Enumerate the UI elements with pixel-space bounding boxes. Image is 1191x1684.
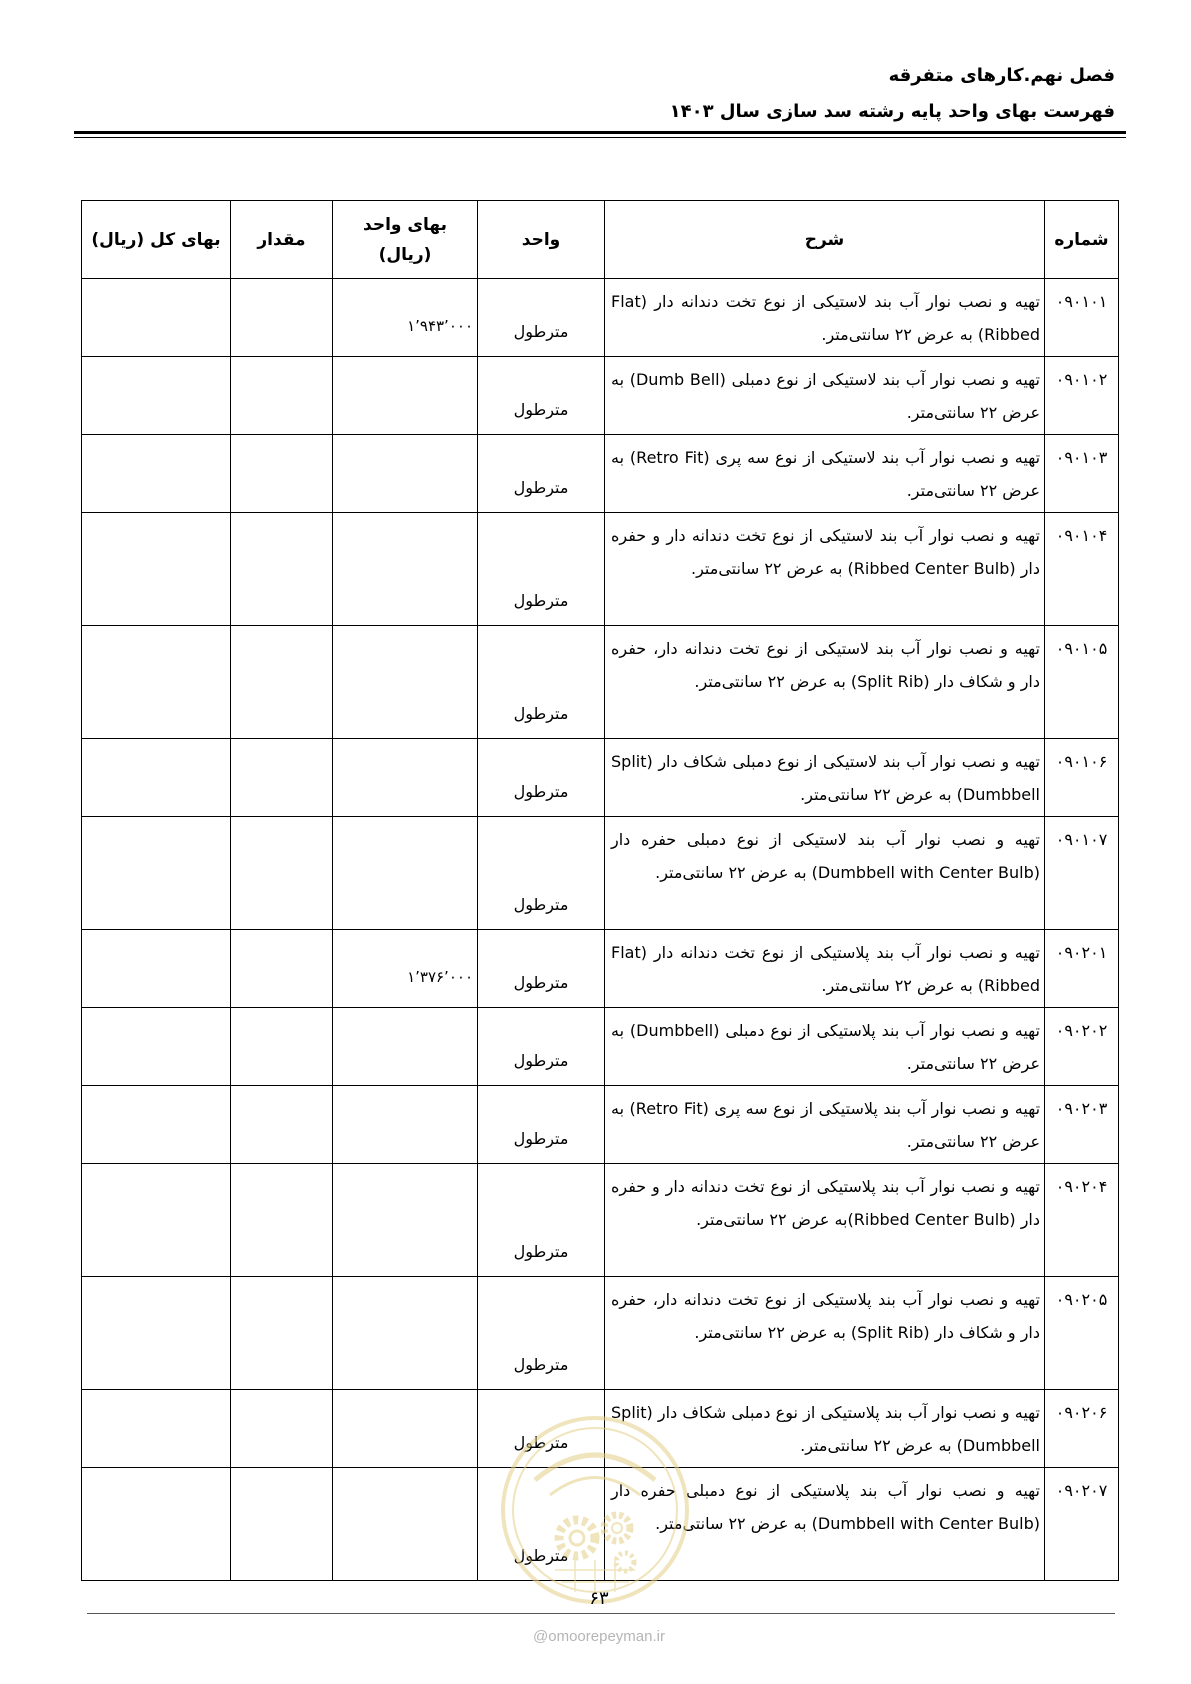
- row-unit-price: [333, 739, 478, 817]
- row-description: تهیه و نصب نوار آب بند پلاستیکی از نوع تخت دندانه دار، حفره دار و شکاف دار (Split Rib) به عرض ۲۲ سانتی‌متر.: [605, 1277, 1045, 1390]
- row-code: ۰۹۰۲۰۵: [1045, 1277, 1119, 1390]
- header-rule-thick: [74, 131, 1126, 134]
- row-unit: مترطول: [478, 435, 605, 513]
- row-total-price: [82, 1390, 231, 1468]
- row-unit: مترطول: [478, 1164, 605, 1277]
- row-total-price: [82, 1468, 231, 1581]
- row-unit: مترطول: [478, 513, 605, 626]
- row-unit-price: ۱٬۹۴۳٬۰۰۰: [333, 279, 478, 357]
- row-total-price: [82, 1277, 231, 1390]
- row-quantity: [231, 817, 333, 930]
- row-unit: مترطول: [478, 1086, 605, 1164]
- page-number: ۶۳: [589, 1588, 609, 1609]
- table-row: [82, 739, 1119, 817]
- row-unit: مترطول: [478, 1277, 605, 1390]
- row-description: تهیه و نصب نوار آب بند پلاستیکی از نوع دمبلی حفره دار (Dumbbell with Center Bulb) به عرض ۲۲ سانتی‌متر.: [605, 1468, 1045, 1581]
- row-quantity: [231, 435, 333, 513]
- row-description: تهیه و نصب نوار آب بند پلاستیکی از نوع تخت دندانه دار و حفره دار (Ribbed Center Bulb)به عرض ۲۲ سانتی‌متر.: [605, 1164, 1045, 1277]
- row-unit-price: [333, 1390, 478, 1468]
- table-row: [82, 1468, 1119, 1581]
- row-code: ۰۹۰۱۰۶: [1045, 739, 1119, 817]
- table-row: [82, 513, 1119, 626]
- row-unit-price: [333, 435, 478, 513]
- row-unit-price: [333, 817, 478, 930]
- row-description: تهیه و نصب نوار آب بند پلاستیکی از نوع دمبلی (Dumbbell) به عرض ۲۲ سانتی‌متر.: [605, 1008, 1045, 1086]
- row-quantity: [231, 1390, 333, 1468]
- row-unit: مترطول: [478, 817, 605, 930]
- row-unit: مترطول: [478, 1468, 605, 1581]
- row-total-price: [82, 1008, 231, 1086]
- price-list-title: فهرست بهای واحد پایه رشته سد سازی سال ۱۴۰۳: [669, 101, 1115, 122]
- row-code: ۰۹۰۲۰۷: [1045, 1468, 1119, 1581]
- table-row: [82, 626, 1119, 739]
- row-code: ۰۹۰۱۰۳: [1045, 435, 1119, 513]
- row-quantity: [231, 1277, 333, 1390]
- row-code: ۰۹۰۲۰۶: [1045, 1390, 1119, 1468]
- header-rule-thin: [74, 137, 1126, 138]
- row-total-price: [82, 279, 231, 357]
- row-description: تهیه و نصب نوار آب بند لاستیکی از نوع تخت دندانه دار، حفره دار و شکاف دار (Split Rib) به عرض ۲۲ سانتی‌متر.: [605, 626, 1045, 739]
- row-unit: مترطول: [478, 930, 605, 1008]
- chapter-title: فصل نهم.کارهای متفرقه: [888, 65, 1115, 86]
- website-watermark: @omoorepeyman.ir: [533, 1628, 665, 1645]
- col-header-code: شماره: [1045, 201, 1119, 279]
- row-quantity: [231, 513, 333, 626]
- table-row: [82, 930, 1119, 1008]
- table-row: [82, 817, 1119, 930]
- table-row: [82, 1008, 1119, 1086]
- col-header-unit-price-currency: (ریال): [378, 244, 432, 265]
- table-row: [82, 1390, 1119, 1468]
- row-total-price: [82, 930, 231, 1008]
- row-total-price: [82, 357, 231, 435]
- row-quantity: [231, 357, 333, 435]
- row-code: ۰۹۰۲۰۴: [1045, 1164, 1119, 1277]
- row-unit-price: ۱٬۳۷۶٬۰۰۰: [333, 930, 478, 1008]
- footer-rule: [87, 1613, 1115, 1614]
- row-description: تهیه و نصب نوار آب بند لاستیکی از نوع دمبلی حفره دار (Dumbbell with Center Bulb) به عرض ۲۲ سانتی‌متر.: [605, 817, 1045, 930]
- table-row: [82, 279, 1119, 357]
- row-quantity: [231, 739, 333, 817]
- row-code: ۰۹۰۱۰۵: [1045, 626, 1119, 739]
- row-total-price: [82, 1086, 231, 1164]
- row-unit: مترطول: [478, 279, 605, 357]
- row-description: تهیه و نصب نوار آب بند پلاستیکی از نوع تخت دندانه دار (Flat Ribbed) به عرض ۲۲ سانتی‌متر.: [605, 930, 1045, 1008]
- row-total-price: [82, 817, 231, 930]
- row-quantity: [231, 1008, 333, 1086]
- row-description: تهیه و نصب نوار آب بند لاستیکی از نوع تخت دندانه دار (Flat Ribbed) به عرض ۲۲ سانتی‌متر.: [605, 279, 1045, 357]
- row-code: ۰۹۰۱۰۴: [1045, 513, 1119, 626]
- row-code: ۰۹۰۲۰۳: [1045, 1086, 1119, 1164]
- row-unit: مترطول: [478, 1008, 605, 1086]
- row-total-price: [82, 1164, 231, 1277]
- row-description: تهیه و نصب نوار آب بند پلاستیکی از نوع دمبلی شکاف دار (Split Dumbbell) به عرض ۲۲ سانتی‌متر.: [605, 1390, 1045, 1468]
- row-code: ۰۹۰۱۰۱: [1045, 279, 1119, 357]
- row-unit: مترطول: [478, 357, 605, 435]
- row-unit-price: [333, 1468, 478, 1581]
- row-quantity: [231, 930, 333, 1008]
- row-code: ۰۹۰۲۰۲: [1045, 1008, 1119, 1086]
- row-total-price: [82, 739, 231, 817]
- col-header-unit-price-label: بهای واحد: [363, 214, 447, 235]
- col-header-description: شرح: [605, 201, 1045, 279]
- row-total-price: [82, 435, 231, 513]
- row-unit-price: [333, 1164, 478, 1277]
- row-quantity: [231, 626, 333, 739]
- row-total-price: [82, 626, 231, 739]
- row-total-price: [82, 513, 231, 626]
- row-unit-price: [333, 1086, 478, 1164]
- row-quantity: [231, 1086, 333, 1164]
- row-description: تهیه و نصب نوار آب بند لاستیکی از نوع تخت دندانه دار و حفره دار (Ribbed Center Bulb) به عرض ۲۲ سانتی‌متر.: [605, 513, 1045, 626]
- row-quantity: [231, 1164, 333, 1277]
- row-description: تهیه و نصب نوار آب بند پلاستیکی از نوع سه پری (Retro Fit) به عرض ۲۲ سانتی‌متر.: [605, 1086, 1045, 1164]
- row-unit-price: [333, 513, 478, 626]
- row-unit: مترطول: [478, 739, 605, 817]
- row-unit-price: [333, 1008, 478, 1086]
- row-code: ۰۹۰۱۰۲: [1045, 357, 1119, 435]
- row-unit: مترطول: [478, 1390, 605, 1468]
- row-code: ۰۹۰۲۰۱: [1045, 930, 1119, 1008]
- row-description: تهیه و نصب نوار آب بند لاستیکی از نوع سه پری (Retro Fit) به عرض ۲۲ سانتی‌متر.: [605, 435, 1045, 513]
- col-header-total-price: بهای کل (ریال): [82, 201, 231, 279]
- col-header-quantity: مقدار: [231, 201, 333, 279]
- row-code: ۰۹۰۱۰۷: [1045, 817, 1119, 930]
- row-quantity: [231, 1468, 333, 1581]
- page-header: [515, 58, 1115, 130]
- table-row: [82, 435, 1119, 513]
- price-table: [81, 200, 1119, 1581]
- col-header-unit: واحد: [478, 201, 605, 279]
- table-row: [82, 1164, 1119, 1277]
- table-row: [82, 1277, 1119, 1390]
- col-header-unit-price: [333, 201, 478, 279]
- table-row: [82, 357, 1119, 435]
- row-unit-price: [333, 1277, 478, 1390]
- table-header-row: [82, 201, 1119, 279]
- row-unit: مترطول: [478, 626, 605, 739]
- table-row: [82, 1086, 1119, 1164]
- row-quantity: [231, 279, 333, 357]
- row-unit-price: [333, 626, 478, 739]
- row-description: تهیه و نصب نوار آب بند لاستیکی از نوع دمبلی شکاف دار (Split Dumbbell) به عرض ۲۲ سانتی‌متر.: [605, 739, 1045, 817]
- row-unit-price: [333, 357, 478, 435]
- row-description: تهیه و نصب نوار آب بند لاستیکی از نوع دمبلی (Dumb Bell) به عرض ۲۲ سانتی‌متر.: [605, 357, 1045, 435]
